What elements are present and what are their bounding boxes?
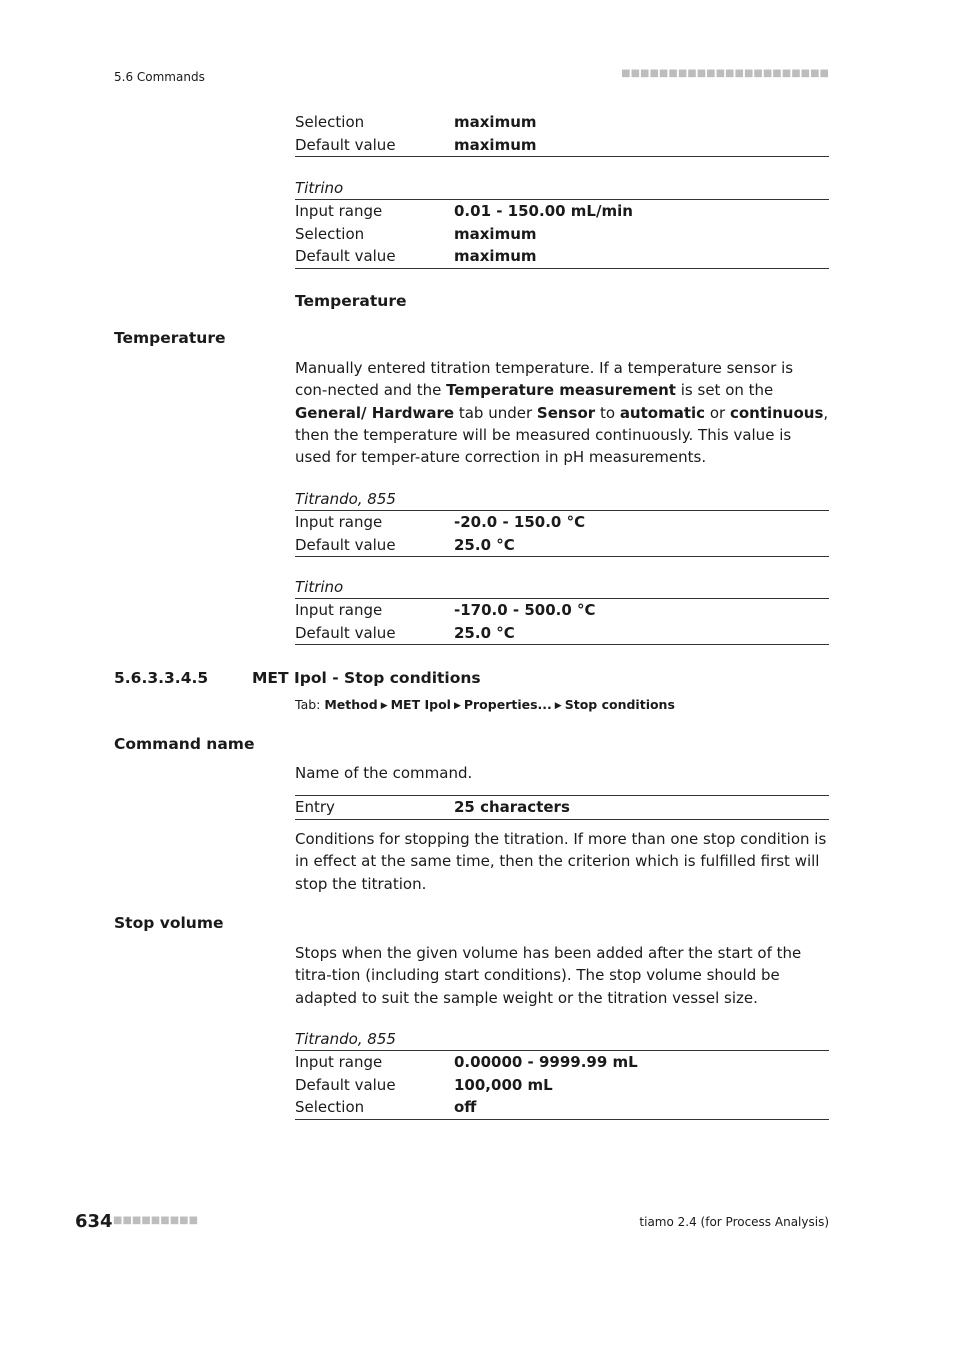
row-value: 0.00000 - 9999.99 mL [454, 1053, 638, 1071]
table-row [295, 111, 829, 134]
section-heading [114, 669, 481, 687]
command-name-description: Name of the command. [295, 764, 473, 782]
arrow-right-icon: ▶ [453, 701, 461, 711]
row-value: maximum [454, 247, 537, 265]
bold-term: Sensor [536, 403, 596, 422]
row-key: Default value [295, 535, 396, 554]
table-caption: Titrando, 855 [295, 1030, 396, 1048]
tab-path-item: Properties... [463, 697, 552, 712]
table-caption: Titrino [295, 578, 344, 596]
table-row [295, 1096, 829, 1119]
tab-path-item: Method [324, 697, 378, 712]
table-caption: Titrando, 855 [295, 490, 396, 508]
section-number: 5.6.3.3.4.5 [114, 669, 209, 687]
command-name-heading: Command name [114, 735, 255, 753]
row-key: Input range [295, 1053, 383, 1071]
row-value: maximum [454, 135, 537, 154]
table-row [295, 1051, 829, 1074]
text-run: is set on the [675, 381, 774, 400]
row-value: 25 characters [454, 798, 570, 816]
bold-term: automatic [619, 403, 706, 422]
temperature-subheading: Temperature [295, 292, 407, 310]
tab-path-item: Stop conditions [564, 697, 675, 712]
tab-path-item: MET Ipol [390, 697, 451, 712]
table-row [295, 1074, 829, 1097]
row-key: Selection [295, 224, 365, 243]
page-number: 634 [75, 1211, 113, 1232]
row-key: Default value [295, 623, 396, 642]
table-row [295, 599, 829, 622]
row-value: 25.0 °C [454, 623, 515, 642]
row-key: Default value [295, 135, 396, 154]
row-key: Selection [295, 113, 365, 131]
text-run: , then the temperature will be measured continuously. This value is used for temper-ature correction in pH measurements. [295, 403, 829, 467]
table-continued [295, 111, 829, 157]
footer-product: tiamo 2.4 (for Process Analysis) [639, 1215, 829, 1229]
text-run: tab under [454, 403, 537, 422]
row-key: Input range [295, 601, 383, 619]
row-value: maximum [454, 224, 537, 243]
tab-prefix: Tab: [295, 697, 321, 712]
temperature-description [295, 357, 829, 468]
row-value: off [454, 1098, 477, 1116]
command-name-table [295, 795, 829, 820]
bold-term: Temperature measurement [446, 381, 676, 400]
table-row [295, 511, 829, 534]
row-value: maximum [454, 113, 537, 131]
row-value: 0.01 - 150.00 mL/min [454, 202, 633, 220]
row-key: Entry [295, 798, 335, 816]
bold-term: continuous [729, 403, 824, 422]
temperature-side-heading: Temperature [114, 329, 226, 347]
arrow-right-icon: ▶ [554, 701, 562, 711]
running-header-section: 5.6 Commands [114, 70, 205, 84]
table-row [295, 622, 829, 645]
titrino-table [295, 177, 829, 269]
arrow-right-icon: ▶ [380, 701, 388, 711]
temperature-titrino-table [295, 576, 829, 645]
footer-decoration-dots: ■■■■■■■■■ [113, 1215, 199, 1226]
row-key: Input range [295, 513, 383, 531]
header-decoration-dots: ■■■■■■■■■■■■■■■■■■■■■■ [621, 68, 829, 79]
row-key: Default value [295, 1075, 396, 1094]
row-value: 25.0 °C [454, 535, 515, 554]
table-row [295, 534, 829, 557]
row-key: Input range [295, 202, 383, 220]
table-row [295, 200, 829, 223]
tab-path [295, 697, 675, 712]
text-run: to [595, 403, 620, 422]
stop-volume-description: Stops when the given volume has been added after the start of the titra-tion (including start conditions). The stop volume should be adapted to suit the sample weight or the titration vessel size. [295, 944, 802, 1007]
row-key: Default value [295, 247, 396, 265]
stop-volume-table [295, 1028, 829, 1120]
row-key: Selection [295, 1098, 365, 1116]
table-caption: Titrino [295, 179, 344, 197]
row-value: -170.0 - 500.0 °C [454, 601, 596, 619]
row-value: 100,000 mL [454, 1075, 553, 1094]
section-title: MET Ipol - Stop conditions [252, 669, 481, 687]
table-row [295, 134, 829, 157]
stop-volume-heading: Stop volume [114, 914, 224, 932]
bold-term: General/ Hardware [295, 403, 455, 422]
text-run: Manually entered titration temperature. If a temperature sensor is con-nected and the [295, 359, 794, 400]
table-row [295, 245, 829, 268]
temperature-titrando-table [295, 488, 829, 557]
table-row [295, 796, 829, 820]
table-row [295, 223, 829, 246]
stop-conditions-description: Conditions for stopping the titration. If more than one stop condition is in effect at the same time, then the criterion which is fulfilled first will stop the titration. [295, 830, 827, 893]
row-value: -20.0 - 150.0 °C [454, 513, 586, 531]
text-run: or [705, 403, 730, 422]
